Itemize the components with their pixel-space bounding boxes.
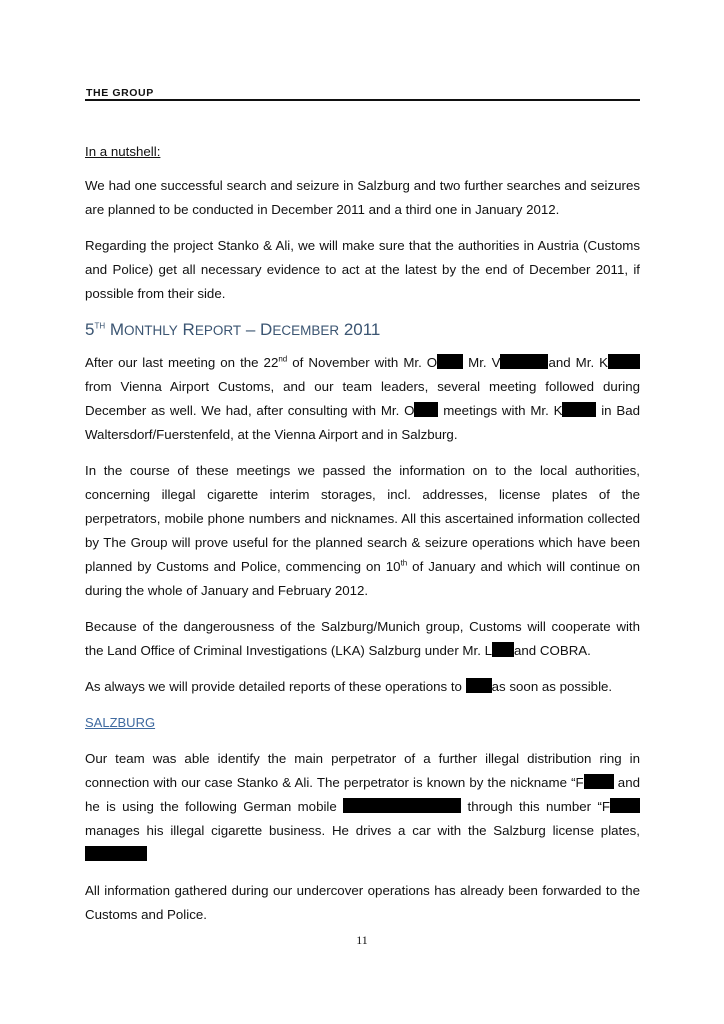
danger-paragraph: Because of the dangerousness of the Salzburg/Munich group, Customs will cooperate with the Land Office of Criminal Investigations (LKA) Salzburg under Mr. L and COBRA. <box>85 619 640 658</box>
redaction <box>466 678 492 693</box>
redaction <box>584 774 614 789</box>
page-body <box>85 140 640 939</box>
redaction <box>343 798 461 813</box>
salzburg-paragraph-1: Our team was able identify the main perpetrator of a further illegal distribution ring in connection with our case Stanko & Ali. The perpetrator is known by the nickname “F and he is using the following German mobile through this number “F manages his illegal cigarette business. He drives a car with the Salzburg license plates, <box>85 747 640 867</box>
nutshell-paragraph-1: We had one successful search and seizure in Salzburg and two further searches and seizures are planned to be conducted in December 2011 and a third one in January 2012. <box>85 178 640 217</box>
salzburg-paragraph-2: All information gathered during our undercover operations has already been forwarded to the Customs and Police. <box>85 883 640 922</box>
meeting-paragraph: After our last meeting on the 22nd of November with Mr. O Mr. V and Mr. K from Vienna Airport Customs, and our team leaders, several meeting followed during December as well. We had, after consulting with Mr. O meetings with Mr. K in Bad Waltersdorf/Fuerstenfeld, at the Vienna Airport and in Salzburg. <box>85 354 641 442</box>
redaction <box>414 402 438 417</box>
section-heading: 5TH MONTHLY REPORT – DECEMBER 2011 <box>85 320 381 339</box>
header-rule <box>85 99 640 101</box>
salzburg-heading-link[interactable]: SALZBURG <box>85 715 156 730</box>
redaction <box>85 846 147 861</box>
always-paragraph: As always we will provide detailed reports of these operations to as soon as possible. <box>85 679 613 694</box>
redaction <box>608 354 640 369</box>
redaction <box>610 798 640 813</box>
nutshell-label: In a nutshell: <box>85 144 161 159</box>
page-number: 11 <box>356 933 368 947</box>
redaction <box>562 402 596 417</box>
course-paragraph: In the course of these meetings we passed the information on to the local authorities, concerning illegal cigarette interim storages, incl. addresses, license plates of the perpetrators, mobile phone numbers and nicknames. All this ascertained information collected by The Group will prove useful for the planned search & seizure operations which have been planned by Customs and Police, commencing on 10th of January and which will continue on during the whole of January and February 2012. <box>85 463 641 598</box>
nutshell-paragraph-2: Regarding the project Stanko & Ali, we will make sure that the authorities in Austria (Customs and Police) get all necessary evidence to act at the latest by the end of December 2011, if possible from their side. <box>85 238 640 301</box>
running-header: THE GROUP <box>86 87 154 99</box>
redaction <box>437 354 463 369</box>
redaction <box>500 354 548 369</box>
redaction <box>492 642 514 657</box>
